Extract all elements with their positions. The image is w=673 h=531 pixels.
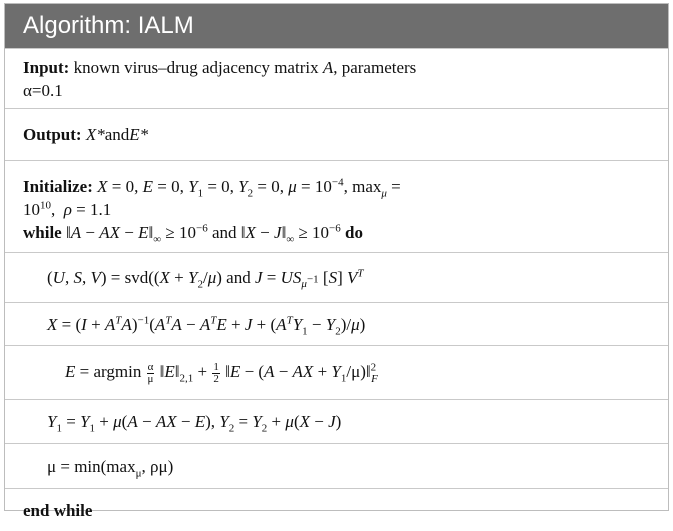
y-update-step <box>5 399 668 443</box>
x-update-formula: $X = (I + A^TA)^{-1}(A^TA - A^TE + J + (A^TY_1 - Y_2)/\mu)$ <box>47 313 366 337</box>
end-while-row <box>5 488 668 531</box>
output-row <box>5 108 668 160</box>
svd-step <box>5 252 668 302</box>
output-label: Output: <box>23 125 82 144</box>
e-update-formula: E = argmin $\frac{\alpha}{\mu}$ $‖E‖_{2,1}$ + $\frac{1}{2}$ ‖E − (A − AX + $Y_1/\mu)‖^2_F$ <box>65 360 378 385</box>
y-update-formula: $Y_1 = Y_1 + \mu(A$ − AX − E), $Y_2 = Y_2 + \mu(X - J)$ <box>47 412 342 435</box>
initialize-line-1: Initialize: X = 0, E = 0, $Y_1 = 0$, $Y_2 = 0$, $\mu = 10^{-4}$, $\max_\mu$ = <box>23 176 401 200</box>
input-matrix: A <box>322 58 334 77</box>
initialize-row <box>5 160 668 252</box>
initialize-line-2: $10^{10}$, ρ = 1.1 <box>23 199 112 219</box>
initialize-label: Initialize: <box>23 177 93 196</box>
x-update-step <box>5 302 668 345</box>
e-update-step <box>5 345 668 399</box>
while-line: while ‖A − AX − $E‖_\infty \ge 10^{-6}$ and ‖X − $J‖_\infty \ge 10^{-6}$ do <box>23 222 363 246</box>
output-and: and <box>104 125 130 144</box>
algorithm-box <box>4 3 669 520</box>
while-keyword: while <box>23 223 62 242</box>
input-text: known virus–drug adjacency matrix <box>69 58 323 77</box>
do-keyword: do <box>345 223 363 242</box>
end-while-label: end while <box>23 500 93 520</box>
input-text-end: , parameters <box>333 58 417 77</box>
output-e: E* <box>129 125 149 144</box>
algorithm-title <box>5 4 668 48</box>
input-label: Input: <box>23 58 70 77</box>
input-line-1 <box>23 56 656 79</box>
svd-step-formula: (U, S, $V) = svd((X + Y_2/\mu)$ and $J = US_{\mu^{-1}}$ [S] $V^T$ <box>47 267 364 291</box>
input-line-2: α=0.1 <box>23 81 63 100</box>
output-x: X* <box>85 125 105 144</box>
algorithm-title-text: Algorithm: IALM <box>23 12 194 39</box>
input-row <box>5 48 668 108</box>
mu-update-step <box>5 443 668 488</box>
mu-update-formula: $\mu = \min(\max_\mu$, ρμ) <box>47 456 174 479</box>
